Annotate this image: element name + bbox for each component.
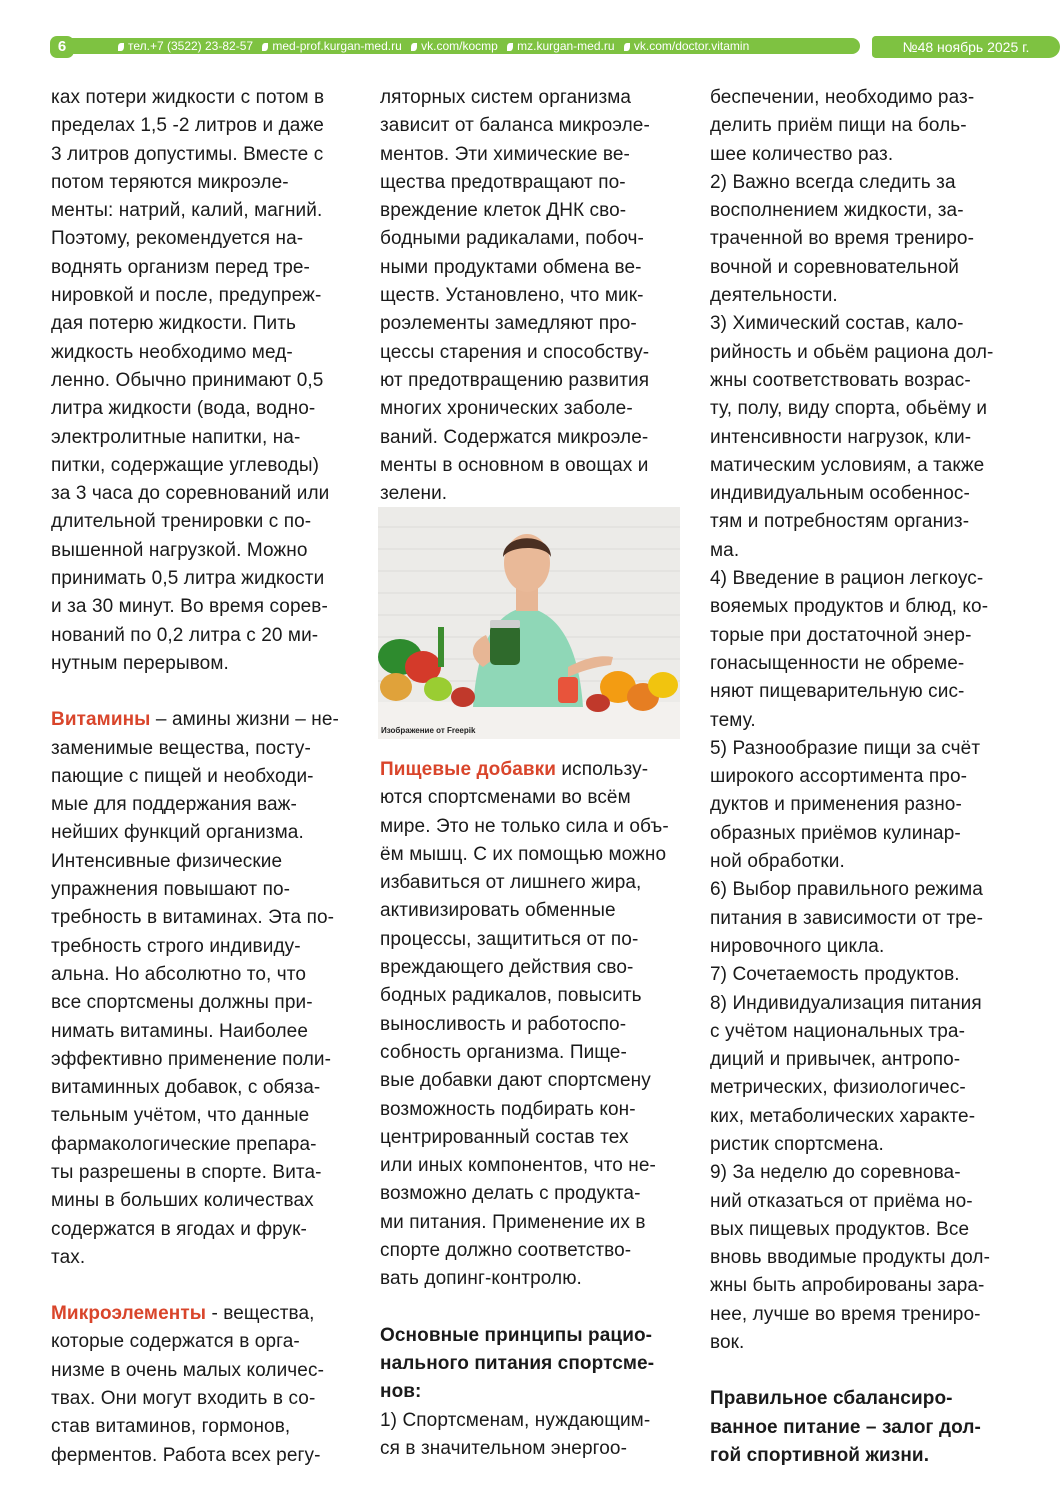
supplements-text: использу- ются спортсменами во всём мире. Это не только сила и объ- ём мышц. С их помощью можно избавиться от лишнего жира, активизировать обменные процессы, защититься от по- вреждающего действия сво- бодных радикалов, повысить выносливость и работоспо- собность организма. Пище- вые добавки дают спортсмену возможность подбирать кон- центрированный состав тех или иных компонентов, что не- возможно делать с продукта- ми питания. Применение их в спорте должно соответство- вать допинг-контролю. [380, 759, 669, 1290]
principle-4: 4) Введение в рацион легкоус- вояемых продуктов и блюд, ко- торые при достаточной энер- гонасыщенности не обреме- няют пищеварительную сис- тему. [710, 568, 989, 731]
page-header [50, 36, 1030, 58]
header-contacts [112, 38, 749, 54]
column-2-lower [380, 756, 683, 1463]
leaf-icon [411, 43, 417, 51]
site-link-mz[interactable]: mz.kurgan-med.ru [517, 39, 615, 53]
page-number: 6 [50, 36, 74, 58]
photo-man-with-smoothie [378, 507, 680, 739]
principle-3: 3) Химический состав, кало- рийность и обьём рациона дол- жны соответствовать возрас- ту, полу, виду спорта, обьёму и интенсивности нагрузок, кли- матическим условиям, а также индивидуальным особеннос- тям и потребностям организ- ма. [710, 313, 994, 561]
leaf-icon [118, 43, 124, 51]
principle-2: 2) Важно всегда следить за восполнением жидкости, за- траченной во время трениро- вочной и соревновательной деятельности. [710, 171, 975, 307]
issue-badge: №48 ноябрь 2025 г. [872, 36, 1060, 58]
principle-8: 8) Индивидуализация питания с учётом национальных тра- диций и привычек, антропо- метрических, физиологичес- ких, метаболических характе- ристик спортсмена. [710, 992, 982, 1155]
leaf-icon [624, 43, 630, 51]
paragraph-vitamins [51, 706, 354, 1272]
vitamins-text: – амины жизни – не- заменимые вещества, посту- пающие с пищей и необходи- мые для поддержания важ- нейших функций организма. Интенсивные физические упражнения повышают по- требность в витаминах. Эта по- требность строго индивиду- альна. Но абсолютно то, что все спортсмены должны при- нимать витамины. Наиболее эффективно применение поли- витаминных добавок, с обяза- тельным учётом, что данные фармакологические препара- ты разрешены в спорте. Вита- мины в больших количествах содержатся в ягодах и фрук- тах. [51, 709, 339, 1268]
column-3 [710, 84, 1013, 1470]
microelements-text: - вещества, которые содержатся в орга- низме в очень малых количес- твах. Они могут входить в со- став витаминов, гормонов, ферментов. Работа всех регу- [51, 1303, 325, 1466]
principle-9: 9) За неделю до соревнова- ний отказаться от приёма но- вых пищевых продуктов. Все вновь вводимые продукты дол- жны быть апробированы зара- нее, лучше во время трениро- вок. [710, 1162, 991, 1354]
paragraph-microelements-cont: ляторных систем организма зависит от баланса микроэле- ментов. Эти химические ве- щества предотвращают по- вреждение клеток ДНК сво- бодными радикалами, побоч- ными продуктами обмена ве- ществ. Установлено, что мик- роэлементы замедляют про- цессы старения и способству- ют предотвращению развития многих хронических заболе- ваний. Содержатся микроэле- менты в основном в овощах и зелени. [380, 87, 650, 505]
term-vitamins: Витамины [51, 709, 151, 731]
term-supplements: Пищевые добавки [380, 759, 557, 780]
paragraph-hydration: ках потери жидкости с потом в пределах 1,5 -2 литров и даже 3 литров допустимы. Вместе с потом теряются микроэле- менты: натрий, калий, магний. Поэтому, рекомендуется на- воднять организм перед тре- нировкой и после, предупреж- дая потерю жидкости. Пить жидкость необходимо мед- ленно. Обычно принимают 0,5 литра жидкости (вода, водно- электролитные напитки, на- питки, содержащие углеводы) за 3 часа до соревнований или длительной тренировки с по- вышенной нагрузкой. Можно принимать 0,5 литра жидкости и за 30 минут. Во время сорев- нований по 0,2 литра с 20 ми- нутным перерывом. [51, 87, 330, 674]
principle-7: 7) Сочетаемость продуктов. [710, 964, 960, 986]
column-2 [380, 84, 683, 508]
photo-credit: Изображение от Freepik [381, 726, 476, 735]
principle-5: 5) Разнообразие пищи за счёт широкого ассортимента про- дуктов и применения разно- образных приёмов кулинар- ной обработки. [710, 737, 981, 873]
paragraph-supplements [380, 756, 683, 1294]
conclusion: Правильное сбалансиро- ванное питание – залог дол- гой спортивной жизни. [710, 1388, 981, 1466]
leaf-icon [262, 43, 268, 51]
principles-heading: Основные принципы рацио- нального питания спортсме- нов: [380, 1324, 655, 1403]
term-microelements: Микроэлементы [51, 1303, 207, 1325]
site-link-vk-kocmp[interactable]: vk.com/kocmp [421, 39, 498, 53]
principle-6: 6) Выбор правильного режима питания в зависимости от тре- нировочного цикла. [710, 879, 984, 957]
phone-number: тел.+7 (3522) 23-82-57 [128, 39, 254, 53]
column-1 [51, 84, 354, 1470]
site-link-med-prof[interactable]: med-prof.kurgan-med.ru [272, 39, 402, 53]
site-link-vk-doctor-vitamin[interactable]: vk.com/doctor.vitamin [633, 39, 750, 53]
paragraph-microelements [51, 1300, 354, 1470]
principle-1-start: 1) Спортсменам, нуждающим- ся в значительном энергоо- [380, 1409, 651, 1459]
principle-1-end: беспечении, необходимо раз- делить приём пищи на боль- шее количество раз. [710, 87, 975, 165]
leaf-icon [507, 43, 513, 51]
photo-illustration [378, 507, 680, 739]
